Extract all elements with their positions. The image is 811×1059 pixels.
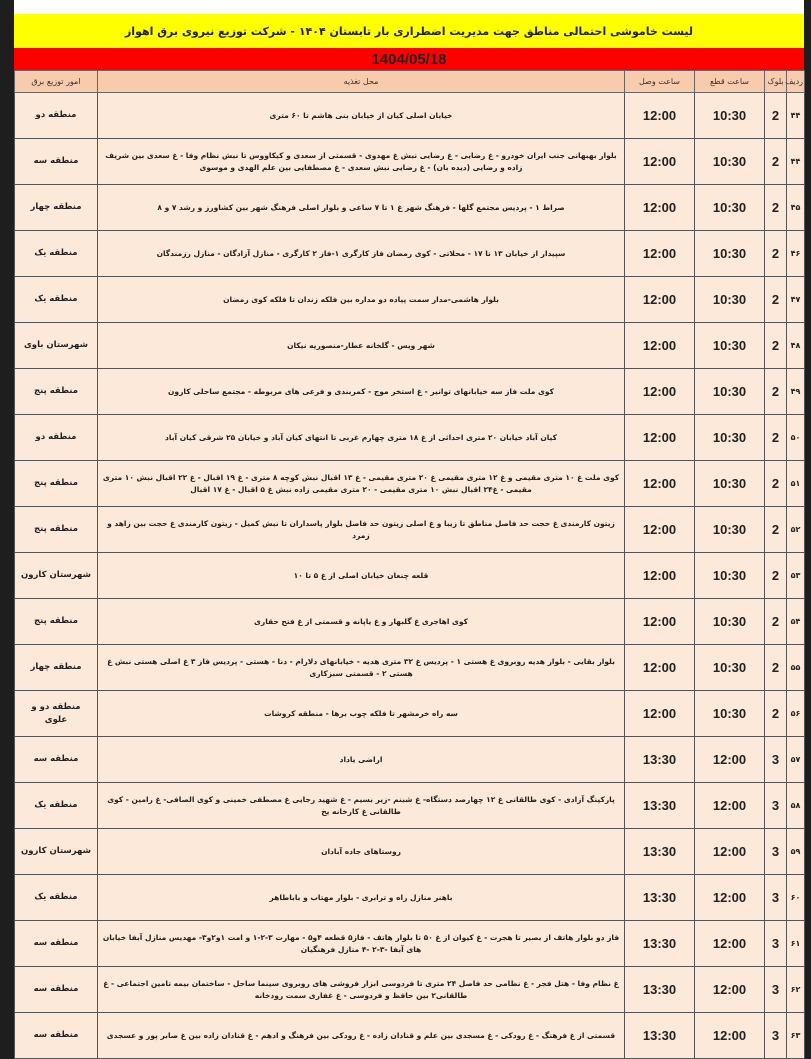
connect-time-cell: 12:00 <box>625 323 695 369</box>
block-cell: 2 <box>765 277 787 323</box>
document-page <box>14 0 804 1043</box>
cut-time-cell: 12:00 <box>695 1013 765 1059</box>
cut-time-cell: 10:30 <box>695 139 765 185</box>
connect-time-cell: 12:00 <box>625 185 695 231</box>
connect-time-cell: 13:30 <box>625 829 695 875</box>
row-number: ۵۸ <box>787 783 805 829</box>
row-number: ۴۶ <box>787 231 805 277</box>
area-cell: منطقه یک <box>15 875 98 921</box>
row-number: ۴۹ <box>787 369 805 415</box>
location-cell: غ نظام وفا - هتل فجر - غ نظامی حد فاصل ۲۴ متری تا فردوسی ابزار فروشی های روبروی سینما ساحل - ساختمان بیمه تامین اجتماعی - غ طالقانی۲ بین حافظ و فردوسی - غ غفاری سمت رودخانه <box>98 967 625 1013</box>
cut-time-cell: 10:30 <box>695 415 765 461</box>
block-cell: 3 <box>765 967 787 1013</box>
table-row <box>15 921 805 967</box>
cut-time-cell: 10:30 <box>695 323 765 369</box>
block-cell: 3 <box>765 1013 787 1059</box>
table-row <box>15 783 805 829</box>
cut-time-cell: 12:00 <box>695 783 765 829</box>
area-cell: منطقه پنج <box>15 599 98 645</box>
location-cell: فاز دو بلوار هاتف از بصیر تا هجرت - غ کیوان از غ ۵۰ تا بلوار هاتف - فاز۵ قطعه ۴و۵ - مهارت ۳-۲-۱ و امت ۱و۲و۳- مهدیس منازل آبفا خیابان های آبفا -۳-۲ -۴ منازل فرهنگیان <box>98 921 625 967</box>
table-header <box>15 71 805 93</box>
cut-time-cell: 10:30 <box>695 461 765 507</box>
row-number: ۵۱ <box>787 461 805 507</box>
header-location: محل تغذیه <box>98 71 625 93</box>
row-number: ۵۲ <box>787 507 805 553</box>
cut-time-cell: 12:00 <box>695 829 765 875</box>
block-cell: 3 <box>765 921 787 967</box>
header-row-number: ردیف <box>787 71 805 93</box>
block-cell: 3 <box>765 737 787 783</box>
table-row <box>15 737 805 783</box>
table-row <box>15 415 805 461</box>
connect-time-cell: 12:00 <box>625 139 695 185</box>
table-row <box>15 461 805 507</box>
cut-time-cell: 10:30 <box>695 645 765 691</box>
block-cell: 2 <box>765 231 787 277</box>
location-cell: بلوار بهبهانی جنب ایران خودرو - غ رضایی - غ رضایی نبش غ مهدوی - قسمتی از سعدی و کیکاووس تا نبش نظام وفا - غ سعدی بین شریف زاده و رضایی (دیده بان) - غ رضایی نبش سعدی - غ مصطفایی بین علم الهدی و موسوی <box>98 139 625 185</box>
connect-time-cell: 12:00 <box>625 645 695 691</box>
table-row <box>15 829 805 875</box>
location-cell: کیان آباد خیابان ۲۰ متری احداثی از غ ۱۸ متری چهارم غربی تا انتهای کیان آباد و خیابان ۲۵ شرقی کیان آباد <box>98 415 625 461</box>
location-cell: خیابان اصلی کیان از خیابان بنی هاشم تا ۶۰ متری <box>98 93 625 139</box>
area-cell: شهرستان کارون <box>15 553 98 599</box>
location-cell: قسمتی از غ فرهنگ - غ رودکی - غ مسجدی بین علم و قنادان زاده - غ رودکی بین فرهنگ و ادهم - غ قنادان زاده بین غ صابر پور و عسجدی <box>98 1013 625 1059</box>
connect-time-cell: 13:30 <box>625 967 695 1013</box>
row-number: ۶۳ <box>787 1013 805 1059</box>
connect-time-cell: 13:30 <box>625 875 695 921</box>
connect-time-cell: 12:00 <box>625 461 695 507</box>
table-row <box>15 369 805 415</box>
outage-table <box>14 70 805 1059</box>
area-cell: منطقه دو <box>15 415 98 461</box>
document-title: لیست خاموشی احتمالی مناطق جهت مدیریت اضطراری بار تابستان ۱۴۰۴ - شرکت توزیع نیروی برق اهواز <box>14 14 804 48</box>
row-number: ۵۹ <box>787 829 805 875</box>
row-number: ۴۵ <box>787 185 805 231</box>
location-cell: سه راه خرمشهر تا فلکه چوب برها - منطقه کروشات <box>98 691 625 737</box>
location-cell: روستاهای جاده آبادان <box>98 829 625 875</box>
area-cell: منطقه سه <box>15 967 98 1013</box>
row-number: ۵۵ <box>787 645 805 691</box>
block-cell: 2 <box>765 369 787 415</box>
table-row <box>15 507 805 553</box>
row-number: ۴۸ <box>787 323 805 369</box>
table-row <box>15 967 805 1013</box>
cut-time-cell: 10:30 <box>695 231 765 277</box>
area-cell: منطقه سه <box>15 1013 98 1059</box>
area-cell: منطقه پنج <box>15 461 98 507</box>
location-cell: سپیدار از خیابان ۱۳ تا ۱۷ - محلاتی - کوی رمضان فاز کارگری ۱-فاز ۲ کارگری - منازل آزادگان - منازل رزمندگان <box>98 231 625 277</box>
block-cell: 2 <box>765 93 787 139</box>
table-row <box>15 1013 805 1059</box>
location-cell: شهر ویس - گلخانه عطار-منصوریه نیکان <box>98 323 625 369</box>
row-number: ۶۲ <box>787 967 805 1013</box>
area-cell: منطقه دو <box>15 93 98 139</box>
connect-time-cell: 12:00 <box>625 691 695 737</box>
area-cell: منطقه یک <box>15 231 98 277</box>
block-cell: 2 <box>765 645 787 691</box>
connect-time-cell: 13:30 <box>625 737 695 783</box>
row-number: ۵۴ <box>787 599 805 645</box>
connect-time-cell: 12:00 <box>625 553 695 599</box>
block-cell: 2 <box>765 185 787 231</box>
cut-time-cell: 12:00 <box>695 875 765 921</box>
block-cell: 3 <box>765 783 787 829</box>
cut-time-cell: 10:30 <box>695 691 765 737</box>
location-cell: قلعه چنعان خیابان اصلی از غ ۵ تا ۱۰ <box>98 553 625 599</box>
location-cell: کوی اهاجری غ گلبهار و غ یاپانه و قسمتی از غ فتح حقاری <box>98 599 625 645</box>
table-row <box>15 139 805 185</box>
row-number: ۴۴ <box>787 93 805 139</box>
area-cell: منطقه چهار <box>15 185 98 231</box>
table-row <box>15 231 805 277</box>
block-cell: 2 <box>765 461 787 507</box>
table-row <box>15 645 805 691</box>
area-cell: منطقه یک <box>15 277 98 323</box>
location-cell: اراضی یاداد <box>98 737 625 783</box>
row-number: ۵۳ <box>787 553 805 599</box>
cut-time-cell: 10:30 <box>695 369 765 415</box>
cut-time-cell: 10:30 <box>695 553 765 599</box>
location-cell: کوی ملت فاز سه خیابانهای توانیر - غ استخر موج - کمربندی و فرعی های مربوطه - مجتمع ساحلی کارون <box>98 369 625 415</box>
cut-time-cell: 10:30 <box>695 599 765 645</box>
connect-time-cell: 13:30 <box>625 1013 695 1059</box>
connect-time-cell: 12:00 <box>625 599 695 645</box>
connect-time-cell: 12:00 <box>625 369 695 415</box>
area-cell: شهرستان کارون <box>15 829 98 875</box>
location-cell: پارکینگ آزادی - کوی طالقانی غ ۱۲ چهارصد دستگاه- غ شبنم -زیر بسیم - غ شهید رجایی غ مصطفی خمینی و کوی الصافی- غ رامین - کوی طالقانی غ کارخانه یخ <box>98 783 625 829</box>
table-row <box>15 875 805 921</box>
block-cell: 2 <box>765 507 787 553</box>
table-row <box>15 323 805 369</box>
table-row <box>15 691 805 737</box>
row-number: ۵۷ <box>787 737 805 783</box>
connect-time-cell: 12:00 <box>625 93 695 139</box>
connect-time-cell: 12:00 <box>625 507 695 553</box>
location-cell: زیتون کارمندی غ حجت حد فاصل مناطق تا زیبا و غ اصلی زیتون حد فاصل بلوار پاسداران تا نبش کمیل - زیتون کارمندی غ حجت بین زاهد و زمرد <box>98 507 625 553</box>
cut-time-cell: 12:00 <box>695 921 765 967</box>
table-row <box>15 93 805 139</box>
header-cut-time: ساعت قطع <box>695 71 765 93</box>
block-cell: 2 <box>765 599 787 645</box>
block-cell: 2 <box>765 691 787 737</box>
block-cell: 3 <box>765 829 787 875</box>
block-cell: 2 <box>765 139 787 185</box>
area-cell: شهرستان باوی <box>15 323 98 369</box>
cut-time-cell: 10:30 <box>695 93 765 139</box>
location-cell: صراط ۱ - پردیس مجتمع گلها - فرهنگ شهر غ ۱ تا ۷ ساعی و بلوار اصلی فرهنگ شهر بین کشاورز و رشد ۷ و ۸ <box>98 185 625 231</box>
area-cell: منطقه پنج <box>15 507 98 553</box>
area-cell: منطقه یک <box>15 783 98 829</box>
block-cell: 3 <box>765 875 787 921</box>
block-cell: 2 <box>765 553 787 599</box>
connect-time-cell: 12:00 <box>625 231 695 277</box>
table-row <box>15 185 805 231</box>
area-cell: منطقه سه <box>15 921 98 967</box>
cut-time-cell: 10:30 <box>695 277 765 323</box>
header-connect-time: ساعت وصل <box>625 71 695 93</box>
connect-time-cell: 12:00 <box>625 277 695 323</box>
header-area: امور توزیع برق <box>15 71 98 93</box>
location-cell: بلوار بقایی - بلوار هدیه روبروی غ هستی ۱ - پردیس غ ۳۲ متری هدیه - خیابانهای دلارام - دنا - هستی - پردیس فاز ۳ غ اصلی هستی نبش غ هستی ۲ - قسمتی سبزکاری <box>98 645 625 691</box>
connect-time-cell: 13:30 <box>625 783 695 829</box>
block-cell: 2 <box>765 415 787 461</box>
area-cell: منطقه سه <box>15 139 98 185</box>
row-number: ۴۴ <box>787 139 805 185</box>
table-row <box>15 277 805 323</box>
header-block: بلوک <box>765 71 787 93</box>
row-number: ۵۶ <box>787 691 805 737</box>
area-cell: منطقه چهار <box>15 645 98 691</box>
location-cell: باهنر منازل راه و ترابری - بلوار مهتاب و باباطاهر <box>98 875 625 921</box>
table-row <box>15 553 805 599</box>
cut-time-cell: 10:30 <box>695 185 765 231</box>
area-cell: منطقه سه <box>15 737 98 783</box>
table-row <box>15 599 805 645</box>
cut-time-cell: 10:30 <box>695 507 765 553</box>
area-cell: منطقه دو و علوی <box>15 691 98 737</box>
location-cell: کوی ملت غ ۱۰ متری مقیمی و غ ۱۲ متری مقیمی غ ۲۰ متری مقیمی - غ ۱۳ اقبال نبش کوچه ۸ متری - غ ۱۹ اقبال - غ ۲۲ اقبال نبش ۱۰ متری مقیمی - غ۲۴ اقبال نبش ۱۰ متری مقیمی - ۲۰ متری مقیمی زاده نبش غ ۵ اقبال - غ ۱۷ اقبال <box>98 461 625 507</box>
cut-time-cell: 12:00 <box>695 967 765 1013</box>
date-banner: 1404/05/18 <box>14 48 804 70</box>
row-number: ۶۱ <box>787 921 805 967</box>
location-cell: بلوار هاشمی-مدار سمت پیاده دو مداره بین فلکه زندان تا فلکه کوی رمضان <box>98 277 625 323</box>
connect-time-cell: 13:30 <box>625 921 695 967</box>
connect-time-cell: 12:00 <box>625 415 695 461</box>
row-number: ۵۰ <box>787 415 805 461</box>
row-number: ۴۷ <box>787 277 805 323</box>
row-number: ۶۰ <box>787 875 805 921</box>
cut-time-cell: 12:00 <box>695 737 765 783</box>
block-cell: 2 <box>765 323 787 369</box>
area-cell: منطقه پنج <box>15 369 98 415</box>
